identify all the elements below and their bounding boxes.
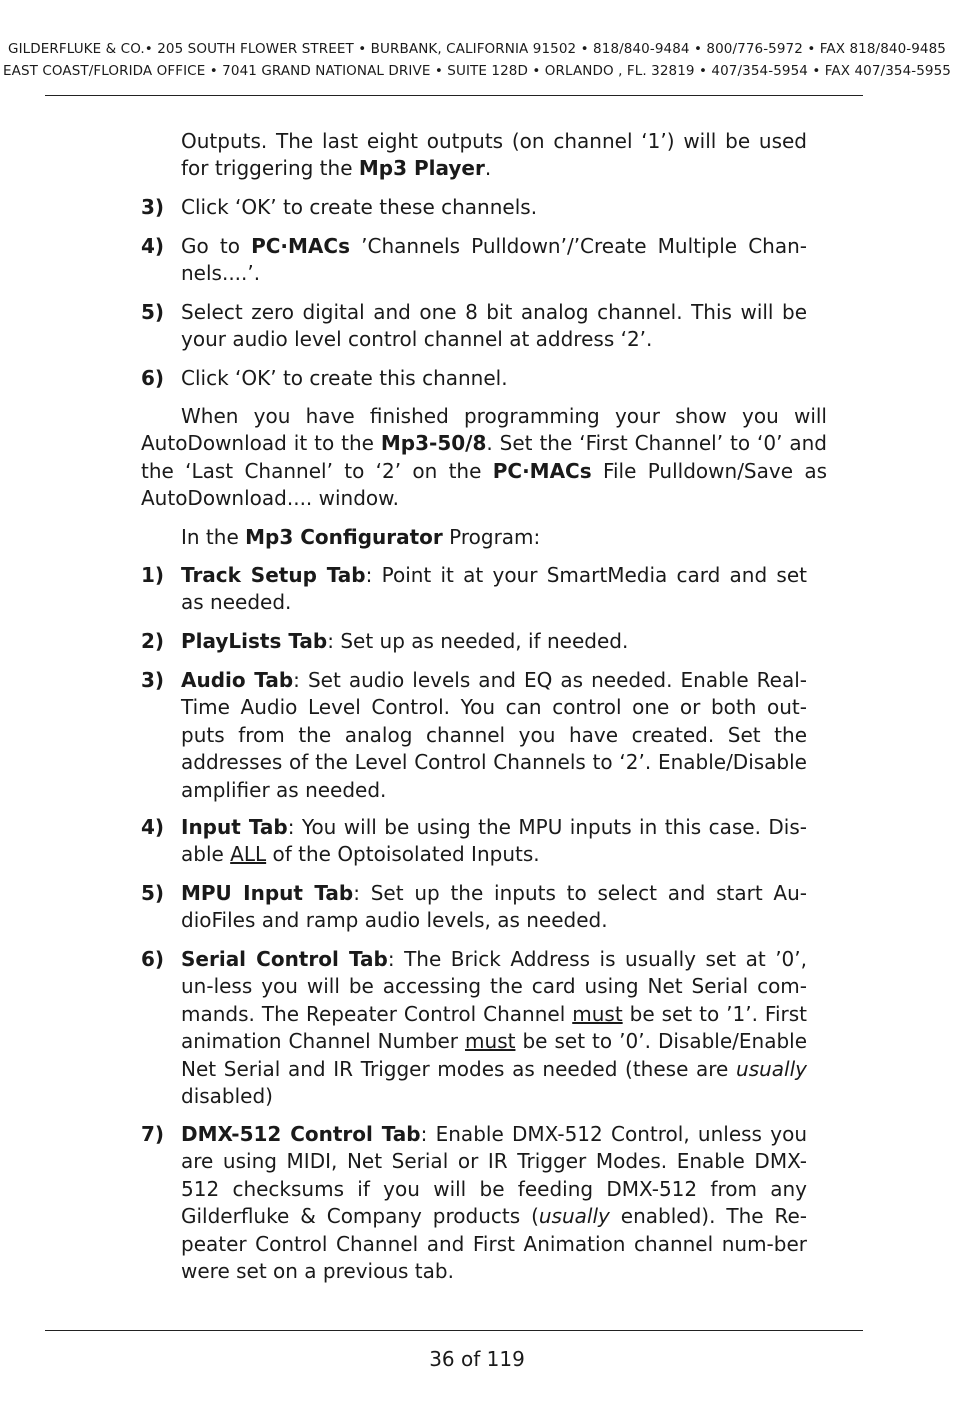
paragraph-autodownload: When you have finished programming your show you will AutoDownload it to the Mp3-50/8. Set the ‘First Channel’ to ‘0’ and the ‘Last Channel’ to ‘2’ on the PC·MACs File Pulldown/Save as AutoDownload.... window.	[141, 404, 828, 511]
step-text: Input Tab: You will be using the MPU inputs in this case. Dis-able ALL of the Optoisolated Inputs.	[181, 815, 807, 867]
step-number: 6)	[141, 947, 165, 971]
step-text: MPU Input Tab: Set up the inputs to select and start Au-dioFiles and ramp audio levels, as needed.	[181, 881, 808, 933]
step-text: Audio Tab: Set audio levels and EQ as needed. Enable Real-Time Audio Level Control. You can control one or both out-puts from the analog channel you have created. Set the addresses of the Level Control Channels to ‘2’. Enable/Disable amplifier as needed.	[181, 668, 808, 802]
step-number: 7)	[141, 1122, 165, 1146]
page-number: 36 of 119	[429, 1347, 525, 1371]
step-text: Track Setup Tab: Point it at your SmartMedia card and set as needed.	[181, 563, 807, 615]
step-number: 5)	[141, 881, 165, 905]
step-text: Go to PC·MACs ’Channels Pulldown’/’Create Multiple Chan-nels....’.	[181, 234, 807, 286]
step-number: 4)	[141, 234, 165, 258]
step-number: 1)	[141, 563, 165, 587]
step-text: Click ‘OK’ to create this channel.	[181, 366, 508, 390]
step-number: 3)	[141, 668, 165, 692]
step-text: Click ‘OK’ to create these channels.	[181, 195, 538, 219]
step-number: 6)	[141, 366, 165, 390]
letterhead-line-2: EAST COAST/FLORIDA OFFICE • 7041 GRAND NATIONAL DRIVE • SUITE 128D • ORLANDO , FL. 32819 • 407/354-5954 • FAX 407/354-5955	[2, 63, 952, 79]
paragraph-outputs: Outputs. The last eight outputs (on channel ‘1’) will be used for triggering the Mp3 Player.	[181, 129, 807, 181]
step-text: Serial Control Tab: The Brick Address is usually set at ’0’, un-less you will be accessing the card using Net Serial com-mands. The Repeater Control Channel must be set to ’1’. First animation Channel Number must be set to ’0’. Disable/Enable Net Serial and IR Trigger modes as needed (these are usually disabled)	[181, 947, 808, 1109]
paragraph-configurator: In the Mp3 Configurator Program:	[181, 525, 541, 549]
step-number: 4)	[141, 815, 165, 839]
step-text: PlayLists Tab: Set up as needed, if needed.	[181, 629, 629, 653]
step-text: DMX-512 Control Tab: Enable DMX-512 Control, unless you are using MIDI, Net Serial or IR Trigger Modes. Enable DMX-512 checksums if you will be feeding DMX-512 from any Gilderfluke & Company products (usually enabled). The Re-peater Control Channel and First Animation channel num-ber were set on a previous tab.	[181, 1122, 807, 1284]
step-number: 5)	[141, 300, 165, 324]
step-number: 3)	[141, 195, 165, 219]
step-text: Select zero digital and one 8 bit analog channel. This will be your audio level control channel at address ‘2’.	[181, 300, 807, 352]
letterhead-line-1: GILDERFLUKE & CO.• 205 SOUTH FLOWER STREET • BURBANK, CALIFORNIA 91502 • 818/840-9484 • 800/776-5972 • FAX 818/840-9485	[8, 41, 946, 57]
step-number: 2)	[141, 629, 165, 653]
footer-rule	[45, 1330, 863, 1331]
